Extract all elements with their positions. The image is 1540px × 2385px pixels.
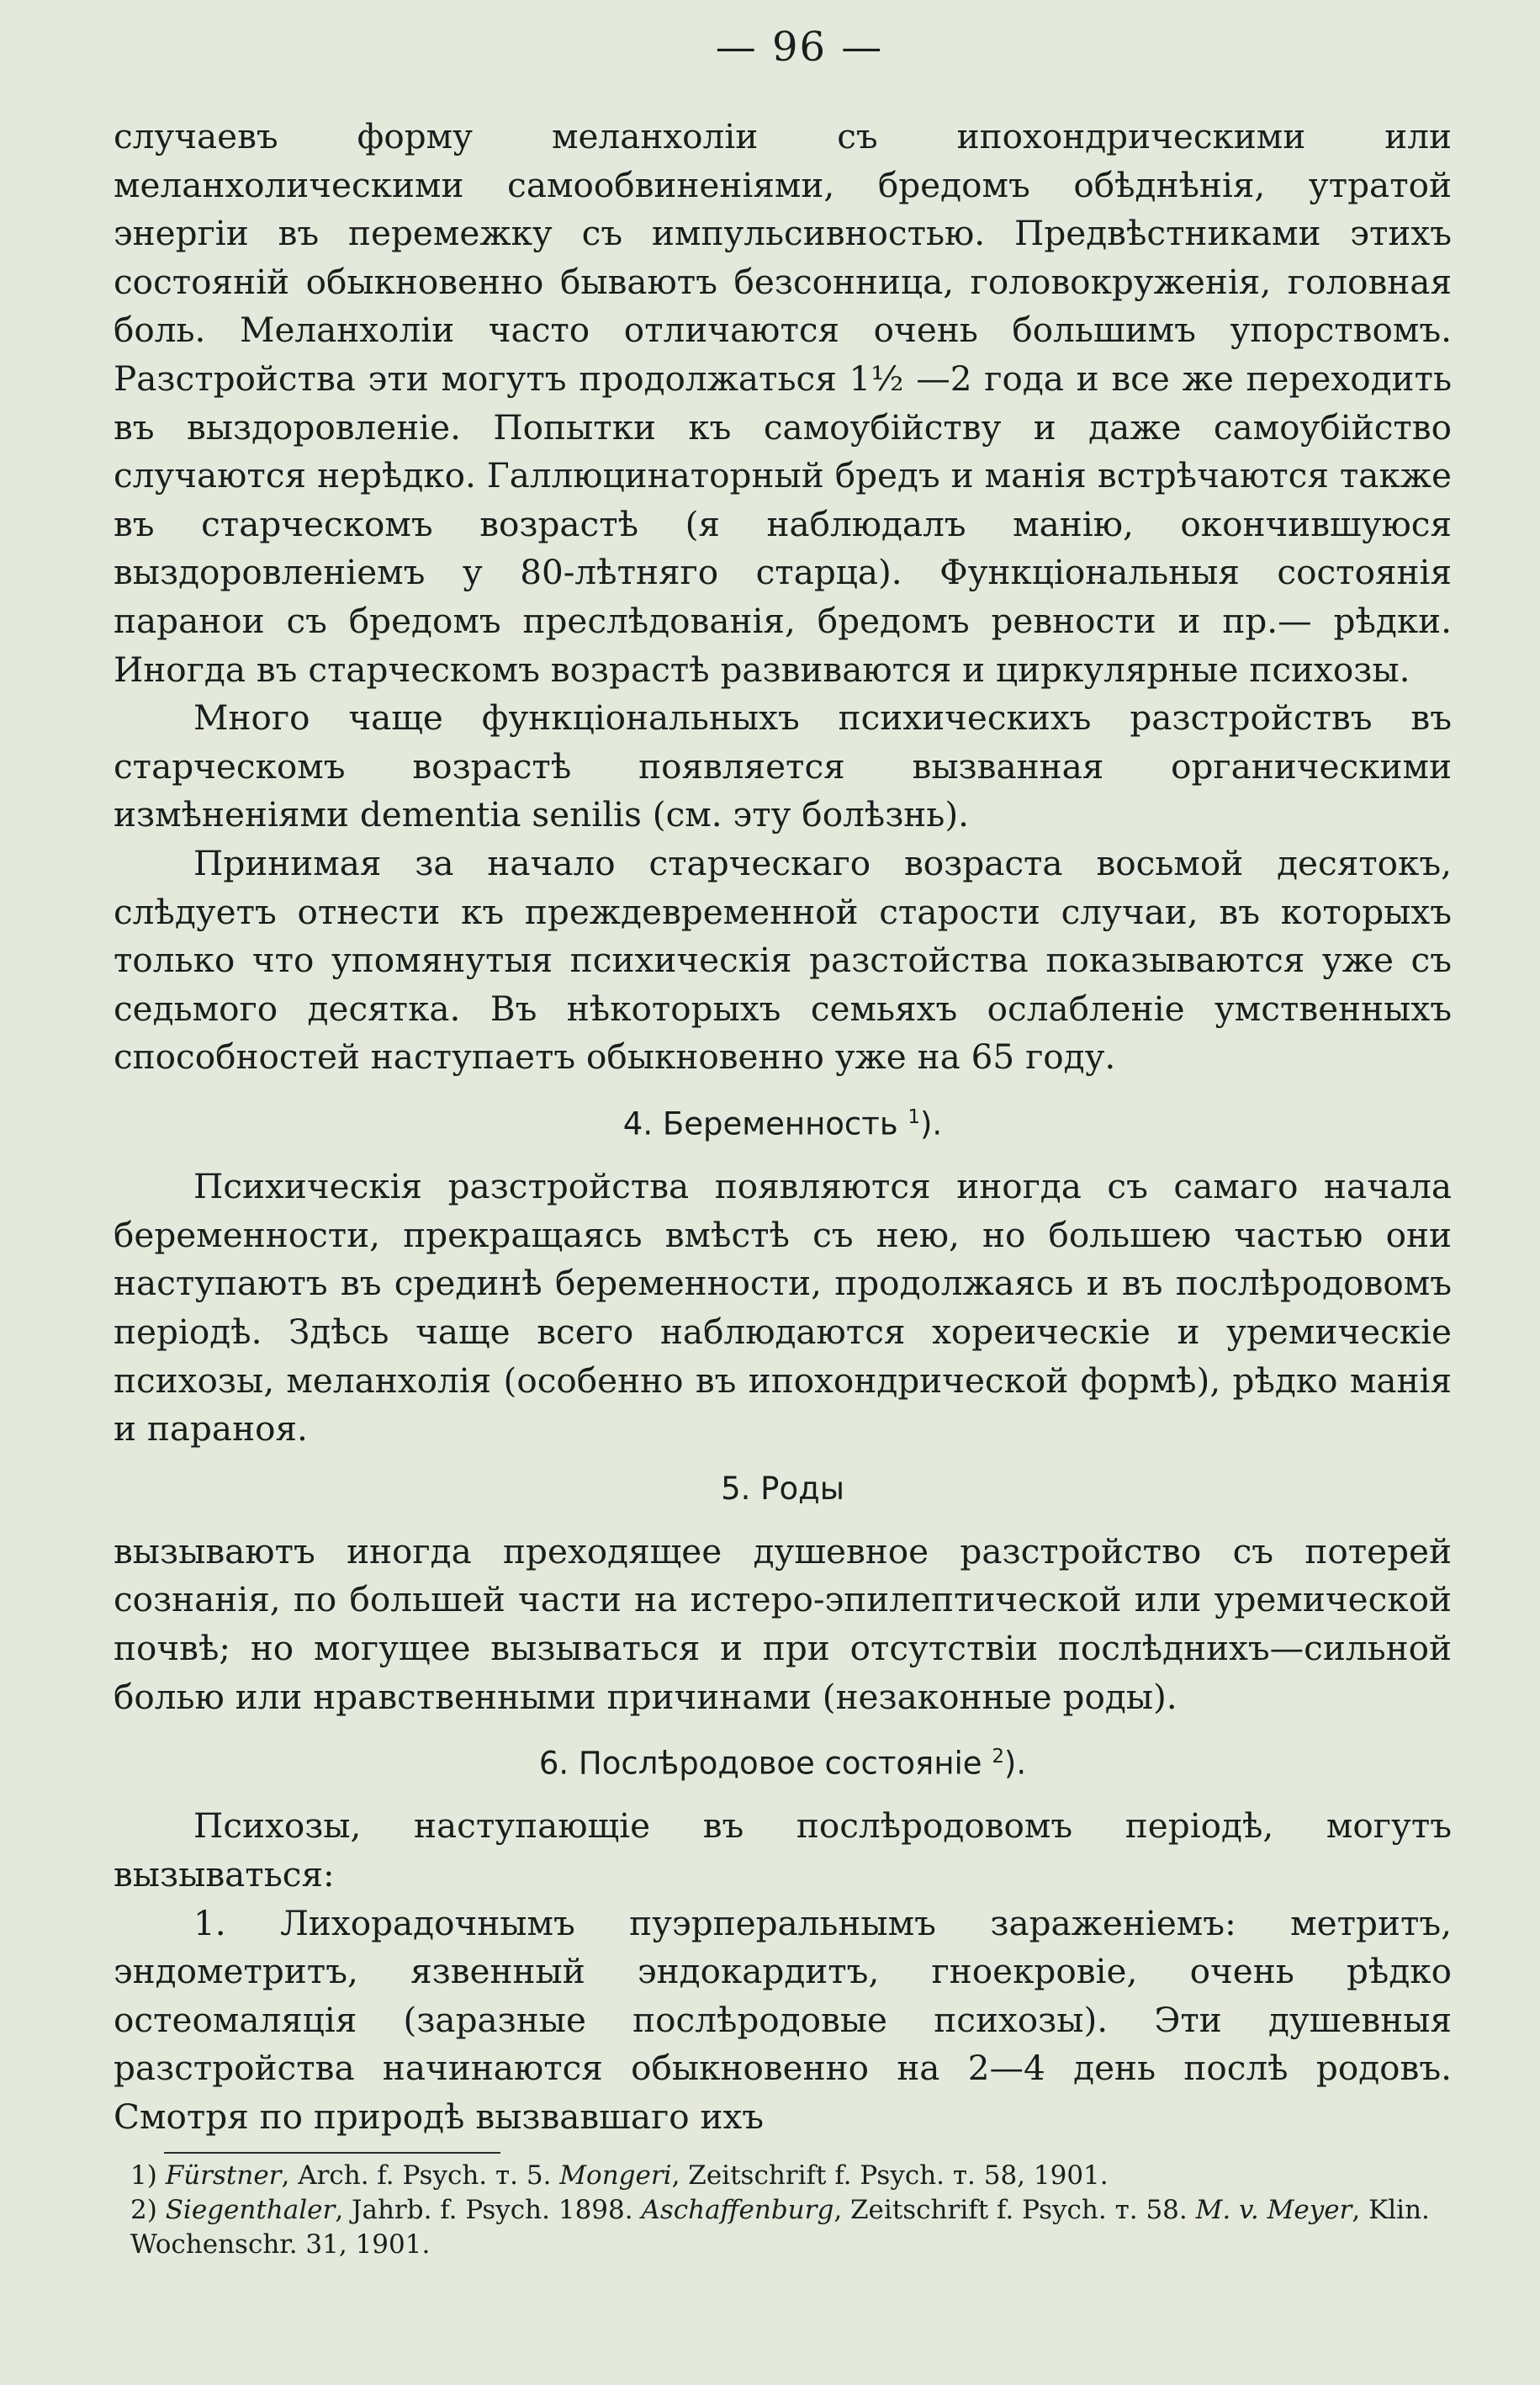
section-heading-pregnancy-suffix: ). bbox=[920, 1105, 943, 1142]
paragraph-postpartum-item-1: 1. Лихорадочнымъ пуэрперальнымъ зараженіемъ: метритъ, эндометритъ, язвенный эндокардитъ, гноекровіе, очень рѣдко остеомаляція (заразные послѣродовые психозы). Эти душевныя разстройства начинаются обыкновенно на 2—4 день послѣ родовъ. Смотря по природѣ вызвавшаго ихъ bbox=[114, 1902, 1452, 2138]
section-heading-postpartum bbox=[114, 1731, 1452, 1789]
footnote-1-mark: 1) bbox=[130, 2160, 157, 2191]
footnote-divider bbox=[164, 2152, 500, 2154]
footnote-2-author-1: Siegenthaler bbox=[165, 2194, 336, 2225]
footnote-2-author-3: M. v. Meyer bbox=[1195, 2194, 1352, 2225]
footnote-1-ref-2: , Zeitschrift f. Psych. т. 58, 1901. bbox=[671, 2160, 1109, 2191]
section-heading-pregnancy-text: 4. Беременность bbox=[622, 1105, 898, 1142]
paragraph-premature-old-age: Принимая за начало старческаго возраста восьмой десятокъ, слѣдуетъ отнести къ преждевременной старости случаи, въ которыхъ только что упомянутыя психическія разстойства показываются уже съ седьмого десятка. Въ нѣкоторыхъ семьяхъ ослабленіе умственныхъ способностей наступаетъ обыкновенно уже на 65 году. bbox=[114, 842, 1452, 1078]
footnote-1 bbox=[130, 2159, 1452, 2193]
footnote-2-ref-2: , Zeitschrift f. Psych. т. 58. bbox=[834, 2194, 1188, 2225]
footnote-ref-1: 1 bbox=[908, 1105, 920, 1128]
paragraph-postpartum-intro: Психозы, наступающіе въ послѣродовомъ періодѣ, могутъ вызываться: bbox=[114, 1805, 1452, 1895]
section-heading-childbirth: 5. Роды bbox=[721, 1470, 844, 1507]
footnote-2-mark: 2) bbox=[130, 2194, 157, 2225]
section-heading-pregnancy bbox=[114, 1092, 1452, 1149]
paragraph-elderly-melancholia: случаевъ форму меланхоліи съ ипохондрическими или меланхолическими самообвиненіями, бредомъ обѣднѣнія, утратой энергіи въ перемежку съ импульсивностью. Предвѣстниками этихъ состояній обыкновенно бываютъ безсонница, головокруженія, головная боль. Меланхоліи часто отличаются очень большимъ упорствомъ. Разстройства эти могутъ продолжаться 1½ —2 года и все же переходить въ выздоровленіе. Попытки къ самоубійству и даже самоубійство случаются нерѣдко. Галлюцинаторный бредъ и манія встрѣчаются также въ старческомъ возрастѣ (я наблюдалъ манію, окончившуюся выздоровленіемъ у 80-лѣтняго старца). Функціональныя состоянія паранои съ бредомъ преслѣдованія, бредомъ ревности и пр.— рѣдки. Иногда въ старческомъ возрастѣ развиваются и циркулярные психозы. bbox=[114, 116, 1452, 690]
section-heading-postpartum-text: 6. Послѣродовое состояніе bbox=[538, 1745, 982, 1782]
paragraph-childbirth: вызываютъ иногда преходящее душевное разстройство съ потерей сознанія, по большей части на истеро-эпилептической или уремической почвѣ; но могущее вызываться и при отсутствіи послѣднихъ—сильной болью или нравственными причинами (незаконные роды). bbox=[114, 1530, 1452, 1717]
footnote-1-ref-1: , Arch. f. Psych. т. 5. bbox=[281, 2160, 552, 2191]
footnote-ref-2: 2 bbox=[992, 1746, 1004, 1768]
footnote-2-ref-3: , Klin. Wochenschr. 31, 1901. bbox=[130, 2194, 1430, 2260]
footnote-1-author-2: Mongeri bbox=[559, 2160, 672, 2191]
paragraph-dementia-senilis: Много чаще функціональныхъ психическихъ разстройствъ въ старческомъ возрастѣ появляется вызванная органическими измѣненіями dementia senilis (см. эту болѣзнь). bbox=[114, 697, 1452, 835]
footnote-2 bbox=[130, 2193, 1452, 2262]
paragraph-pregnancy: Психическія разстройства появляются иногда съ самаго начала беременности, прекращаясь вмѣстѣ съ нею, но большею частью они наступаютъ въ срединѣ беременности, продолжаясь и въ послѣродовомъ періодѣ. Здѣсь чаще всего наблюдаются хореическіе и уремическіе психозы, меланхолія (особенно въ ипохондрической формѣ), рѣдко манія и параноя. bbox=[114, 1166, 1452, 1450]
footnote-2-author-2: Aschaffenburg bbox=[641, 2194, 834, 2225]
section-heading-postpartum-suffix: ). bbox=[1003, 1745, 1027, 1782]
footnotes bbox=[130, 2159, 1452, 2262]
footnote-2-ref-1: , Jahrb. f. Psych. 1898. bbox=[335, 2194, 633, 2225]
page-number: — 96 — bbox=[715, 24, 884, 71]
footnote-1-author-1: Fürstner bbox=[165, 2160, 282, 2191]
